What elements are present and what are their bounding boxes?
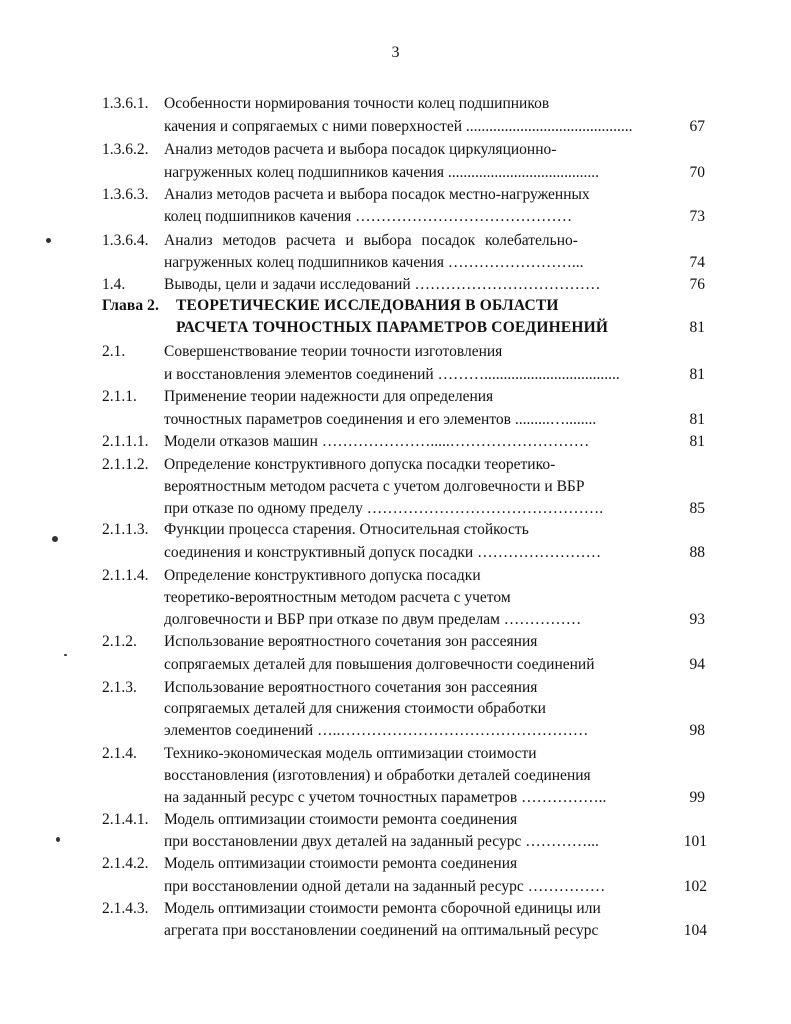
entry-title-line: элементов соединений …..………………………………………… (164, 722, 589, 739)
entry-number: 1.3.6.1. (102, 95, 149, 112)
entry-title-line: Совершенствование теории точности изготовления (164, 343, 503, 360)
entry-page: 93 (689, 611, 705, 628)
entry-title-line: колец подшипников качения …………………………………… (164, 208, 573, 225)
entry-title-line: долговечности и ВБР при отказе по двум пределам …………… (164, 611, 582, 628)
entry-title-line: Особенности нормирования точности колец подшипников (164, 95, 550, 112)
entry-title-line: качения и сопрягаемых с ними поверхностей ........................................... (164, 118, 633, 135)
entry-title-line: при восстановлении двух деталей на заданный ресурс …………... (164, 833, 599, 850)
chapter-title-line: ТЕОРЕТИЧЕСКИЕ ИССЛЕДОВАНИЯ В ОБЛАСТИ (176, 297, 559, 314)
entry-number: 2.1.3. (102, 679, 137, 696)
entry-page: 76 (689, 276, 705, 293)
entry-page: 88 (689, 544, 705, 561)
entry-number: 2.1.4. (102, 745, 137, 762)
entry-page: 104 (683, 922, 707, 939)
entry-page: 67 (689, 118, 705, 135)
entry-page: 85 (689, 500, 705, 517)
entry-title-line: на заданный ресурс с учетом точностных параметров …………….. (164, 789, 607, 806)
entry-page: 98 (689, 722, 705, 739)
entry-page: 94 (689, 656, 705, 673)
entry-page: 81 (689, 433, 705, 450)
entry-title-line: точностных параметров соединения и его элементов .........…........ (164, 411, 597, 428)
entry-title-line: Функции процесса старения. Относительная стойкость (164, 521, 529, 538)
entry-title-line: Определение конструктивного допуска посадки (164, 567, 481, 584)
entry-number: 1.3.6.4. (102, 232, 149, 249)
entry-number: 1.3.6.2. (102, 141, 149, 158)
entry-title-line: агрегата при восстановлении соединений на оптимальный ресурс (164, 922, 599, 939)
entry-title-line: Использование вероятностного сочетания зон рассеяния (164, 633, 538, 650)
entry-title-line: соединения и конструктивный допуск посадки …………………… (164, 544, 602, 561)
entry-page: 81 (689, 366, 705, 383)
entry-title-line: вероятностным методом расчета с учетом долговечности и ВБР (164, 478, 585, 495)
entry-title-line: при восстановлении одной детали на заданный ресурс …………… (164, 878, 606, 895)
entry-title-line: теоретико-вероятностным методом расчета с учетом (164, 589, 511, 606)
entry-number: 1.4. (102, 276, 126, 293)
entry-page: 101 (683, 833, 707, 850)
chapter-label: Глава 2. (102, 297, 159, 314)
entry-title-line: нагруженных колец подшипников качения ....................................... (164, 164, 599, 181)
entry-number: 1.3.6.3. (102, 186, 149, 203)
entry-title-line: Модели отказов машин ………………….....……………………… (164, 433, 590, 450)
entry-page: 74 (689, 254, 705, 271)
entry-title-line: сопрягаемых деталей для повышения долговечности соединений (164, 656, 595, 673)
entry-number: 2.1.4.3. (102, 900, 149, 917)
entry-page: 102 (683, 878, 707, 895)
entry-title-line: восстановления (изготовления) и обработки деталей соединения (164, 767, 591, 784)
scan-speck (46, 238, 51, 243)
entry-page: 81 (689, 411, 705, 428)
scan-speck (64, 654, 67, 656)
entry-title-line: Анализ методов расчета и выбора посадок местно-нагруженных (164, 186, 590, 203)
entry-title-line: Применение теории надежности для определения (164, 388, 494, 405)
scan-speck (52, 536, 58, 542)
scan-speck (56, 837, 60, 842)
entry-title-line: Модель оптимизации стоимости ремонта соединения (164, 811, 518, 828)
entry-page: 70 (689, 164, 705, 181)
entry-number: 2.1.1.1. (102, 433, 149, 450)
entry-number: 2.1. (102, 343, 126, 360)
entry-title-line: Использование вероятностного сочетания зон рассеяния (164, 679, 538, 696)
entry-title-line: и восстановления элементов соединений ………................................... (164, 366, 620, 383)
entry-title-line: при отказе по одному пределу ………………………………………. (164, 500, 604, 517)
entry-title-line: Модель оптимизации стоимости ремонта сборочной единицы или (164, 900, 601, 917)
entry-number: 2.1.1.4. (102, 567, 149, 584)
entry-title-line: Анализ методов расчета и выбора посадок циркуляционно- (164, 141, 557, 158)
entry-title-line: Анализ методов расчета и выбора посадок колебательно- (164, 232, 578, 249)
entry-title-line: нагруженных колец подшипников качения ……………………... (164, 254, 584, 271)
entry-number: 2.1.1.2. (102, 456, 149, 473)
entry-page: 99 (689, 789, 705, 806)
entry-title-line: Определение конструктивного допуска посадки теоретико- (164, 456, 556, 473)
entry-title-line: сопрягаемых деталей для снижения стоимости обработки (164, 700, 546, 717)
page-number: 3 (391, 44, 400, 61)
entry-number: 2.1.4.2. (102, 855, 149, 872)
entry-number: 2.1.2. (102, 633, 137, 650)
entry-number: 2.1.1.3. (102, 521, 149, 538)
entry-number: 2.1.1. (102, 388, 137, 405)
entry-title-line: Технико-экономическая модель оптимизации стоимости (164, 745, 537, 762)
entry-number: 2.1.4.1. (102, 811, 149, 828)
entry-title-line: Выводы, цели и задачи исследований ……………………………… (164, 276, 601, 293)
entry-page: 81 (689, 319, 705, 336)
entry-title-line: Модель оптимизации стоимости ремонта соединения (164, 855, 518, 872)
entry-page: 73 (689, 208, 705, 225)
chapter-title-line: РАСЧЕТА ТОЧНОСТНЫХ ПАРАМЕТРОВ СОЕДИНЕНИЙ (176, 319, 609, 336)
